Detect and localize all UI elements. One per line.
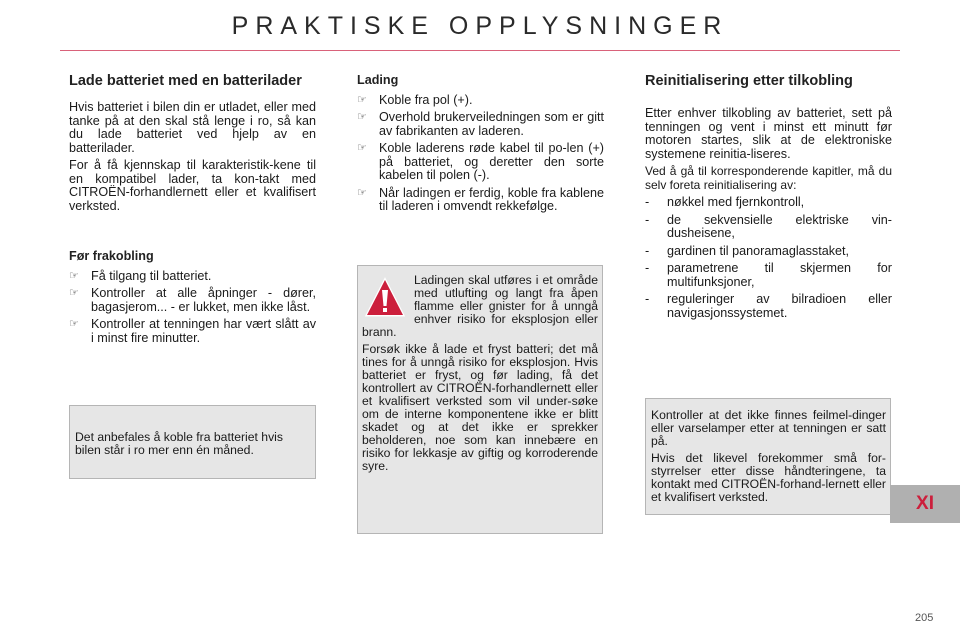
list-item: ☞ Kontroller at tenningen har vært slått av i minst fire minutter. [69, 317, 316, 345]
bullet-list [357, 94, 604, 214]
paragraph: For å få kjennskap til karakteristik-kene til en kompatibel lader, ta kon-takt med CITROËN-forhandlernett eller et kvalifisert verksted. [69, 158, 316, 213]
warning-text: Forsøk ikke å lade et fryst batteri; det må tines for å unngå risiko for eksplosjon. Hvis batteriet er fryst, og før lading, få det kontrollert av CITROËN-forhandlernett eller et kvalifisert verksted som vil under-søke om de interne komponentene ikke er blitt skadet og at det ikke er sprekker beholderen, noe som kan innebære en risiko for lekkasje av giftig og korroderende syre. [362, 342, 598, 473]
title-divider [60, 50, 900, 51]
warning-triangle-icon [362, 274, 408, 320]
chapter-tab: XI [890, 485, 960, 523]
heading-reinitialisation: Reinitialisering etter tilkobling [645, 73, 853, 89]
pointing-hand-icon: ☞ [69, 318, 79, 330]
pointing-hand-icon: ☞ [69, 287, 79, 299]
page-title: PRAKTISKE OPPLYSNINGER [231, 12, 729, 40]
note-text: Hvis det likevel forekommer små for-styrrelser etter disse håndteringene, ta kontakt med CITROËN-forhand-lernett eller et kvalifisert verksted. [651, 451, 886, 504]
list-item: - parametrene til skjermen for multifunksjoner, [645, 261, 892, 289]
paragraph: Etter enhver tilkobling av batteriet, sett på tenningen og vent i minst ett minutt før motoren startes, slik at de elektroniske systemene reinitia-liseres. [645, 106, 892, 161]
list-item: ☞ Koble fra pol (+). [357, 92, 473, 107]
list-item: ☞ Når ladingen er ferdig, koble fra kablene til laderen i omvendt rekkefølge. [357, 185, 604, 213]
pointing-hand-icon: ☞ [357, 111, 367, 123]
list-item: ☞ Overhold brukerveiledningen som er gitt av fabrikanten av laderen. [357, 110, 604, 138]
pointing-hand-icon: ☞ [357, 186, 367, 199]
heading-before-disconnect: Før frakobling [69, 249, 154, 263]
note-box-right [645, 398, 891, 515]
heading-charging: Lading [357, 73, 399, 87]
column-right [645, 74, 892, 324]
pointing-hand-icon: ☞ [357, 93, 367, 106]
pointing-hand-icon: ☞ [69, 269, 79, 282]
list-item: - reguleringer av bilradioen eller navigasjonssystemet. [645, 292, 892, 320]
bullet-list [69, 270, 316, 346]
paragraph: Ved å gå til korresponderende kapitler, må du selv foreta reinitialisering av: [645, 164, 892, 192]
column-middle [357, 74, 604, 218]
note-text: Det anbefales å koble fra batteriet hvis bilen står i ro mer enn én måned. [75, 430, 283, 457]
list-item: ☞ Få tilgang til batteriet. [69, 268, 212, 283]
dash-list [645, 196, 892, 320]
note-text: Kontroller at det ikke finnes feilmel-dinger eller varselamper etter at tenningen er satt på. [651, 408, 886, 448]
list-item: - gardinen til panoramaglasstaket, [645, 243, 850, 258]
paragraph: Hvis batteriet i bilen din er utladet, eller med tanke på at den skal stå lenge i ro, så kan du lade batteriet ved hjelp av en batterilader. [69, 100, 316, 155]
list-item: - de sekvensielle elektriske vin-dusheisene, [645, 212, 892, 240]
warning-text: Ladingen skal utføres i et område med utlufting og langt fra åpen flamme eller gnister for å unngå enhver risiko for eksplosjon eller brann. [362, 273, 598, 339]
list-item: - nøkkel med fjernkontroll, [645, 195, 805, 209]
list-item: ☞ Koble laderens røde kabel til po-len (+) på batteriet, og deretter den sorte kabelen til polen (-). [357, 141, 604, 182]
column-left [69, 74, 316, 349]
note-box-left [69, 405, 316, 479]
heading-charge-battery: Lade batteriet med en batterilader [69, 73, 302, 89]
page-number: 205 [915, 612, 934, 624]
pointing-hand-icon: ☞ [357, 142, 367, 154]
list-item: ☞ Kontroller at alle åpninger - dører, bagasjerom... - er lukket, men ikke låst. [69, 286, 316, 314]
warning-box [357, 265, 603, 534]
